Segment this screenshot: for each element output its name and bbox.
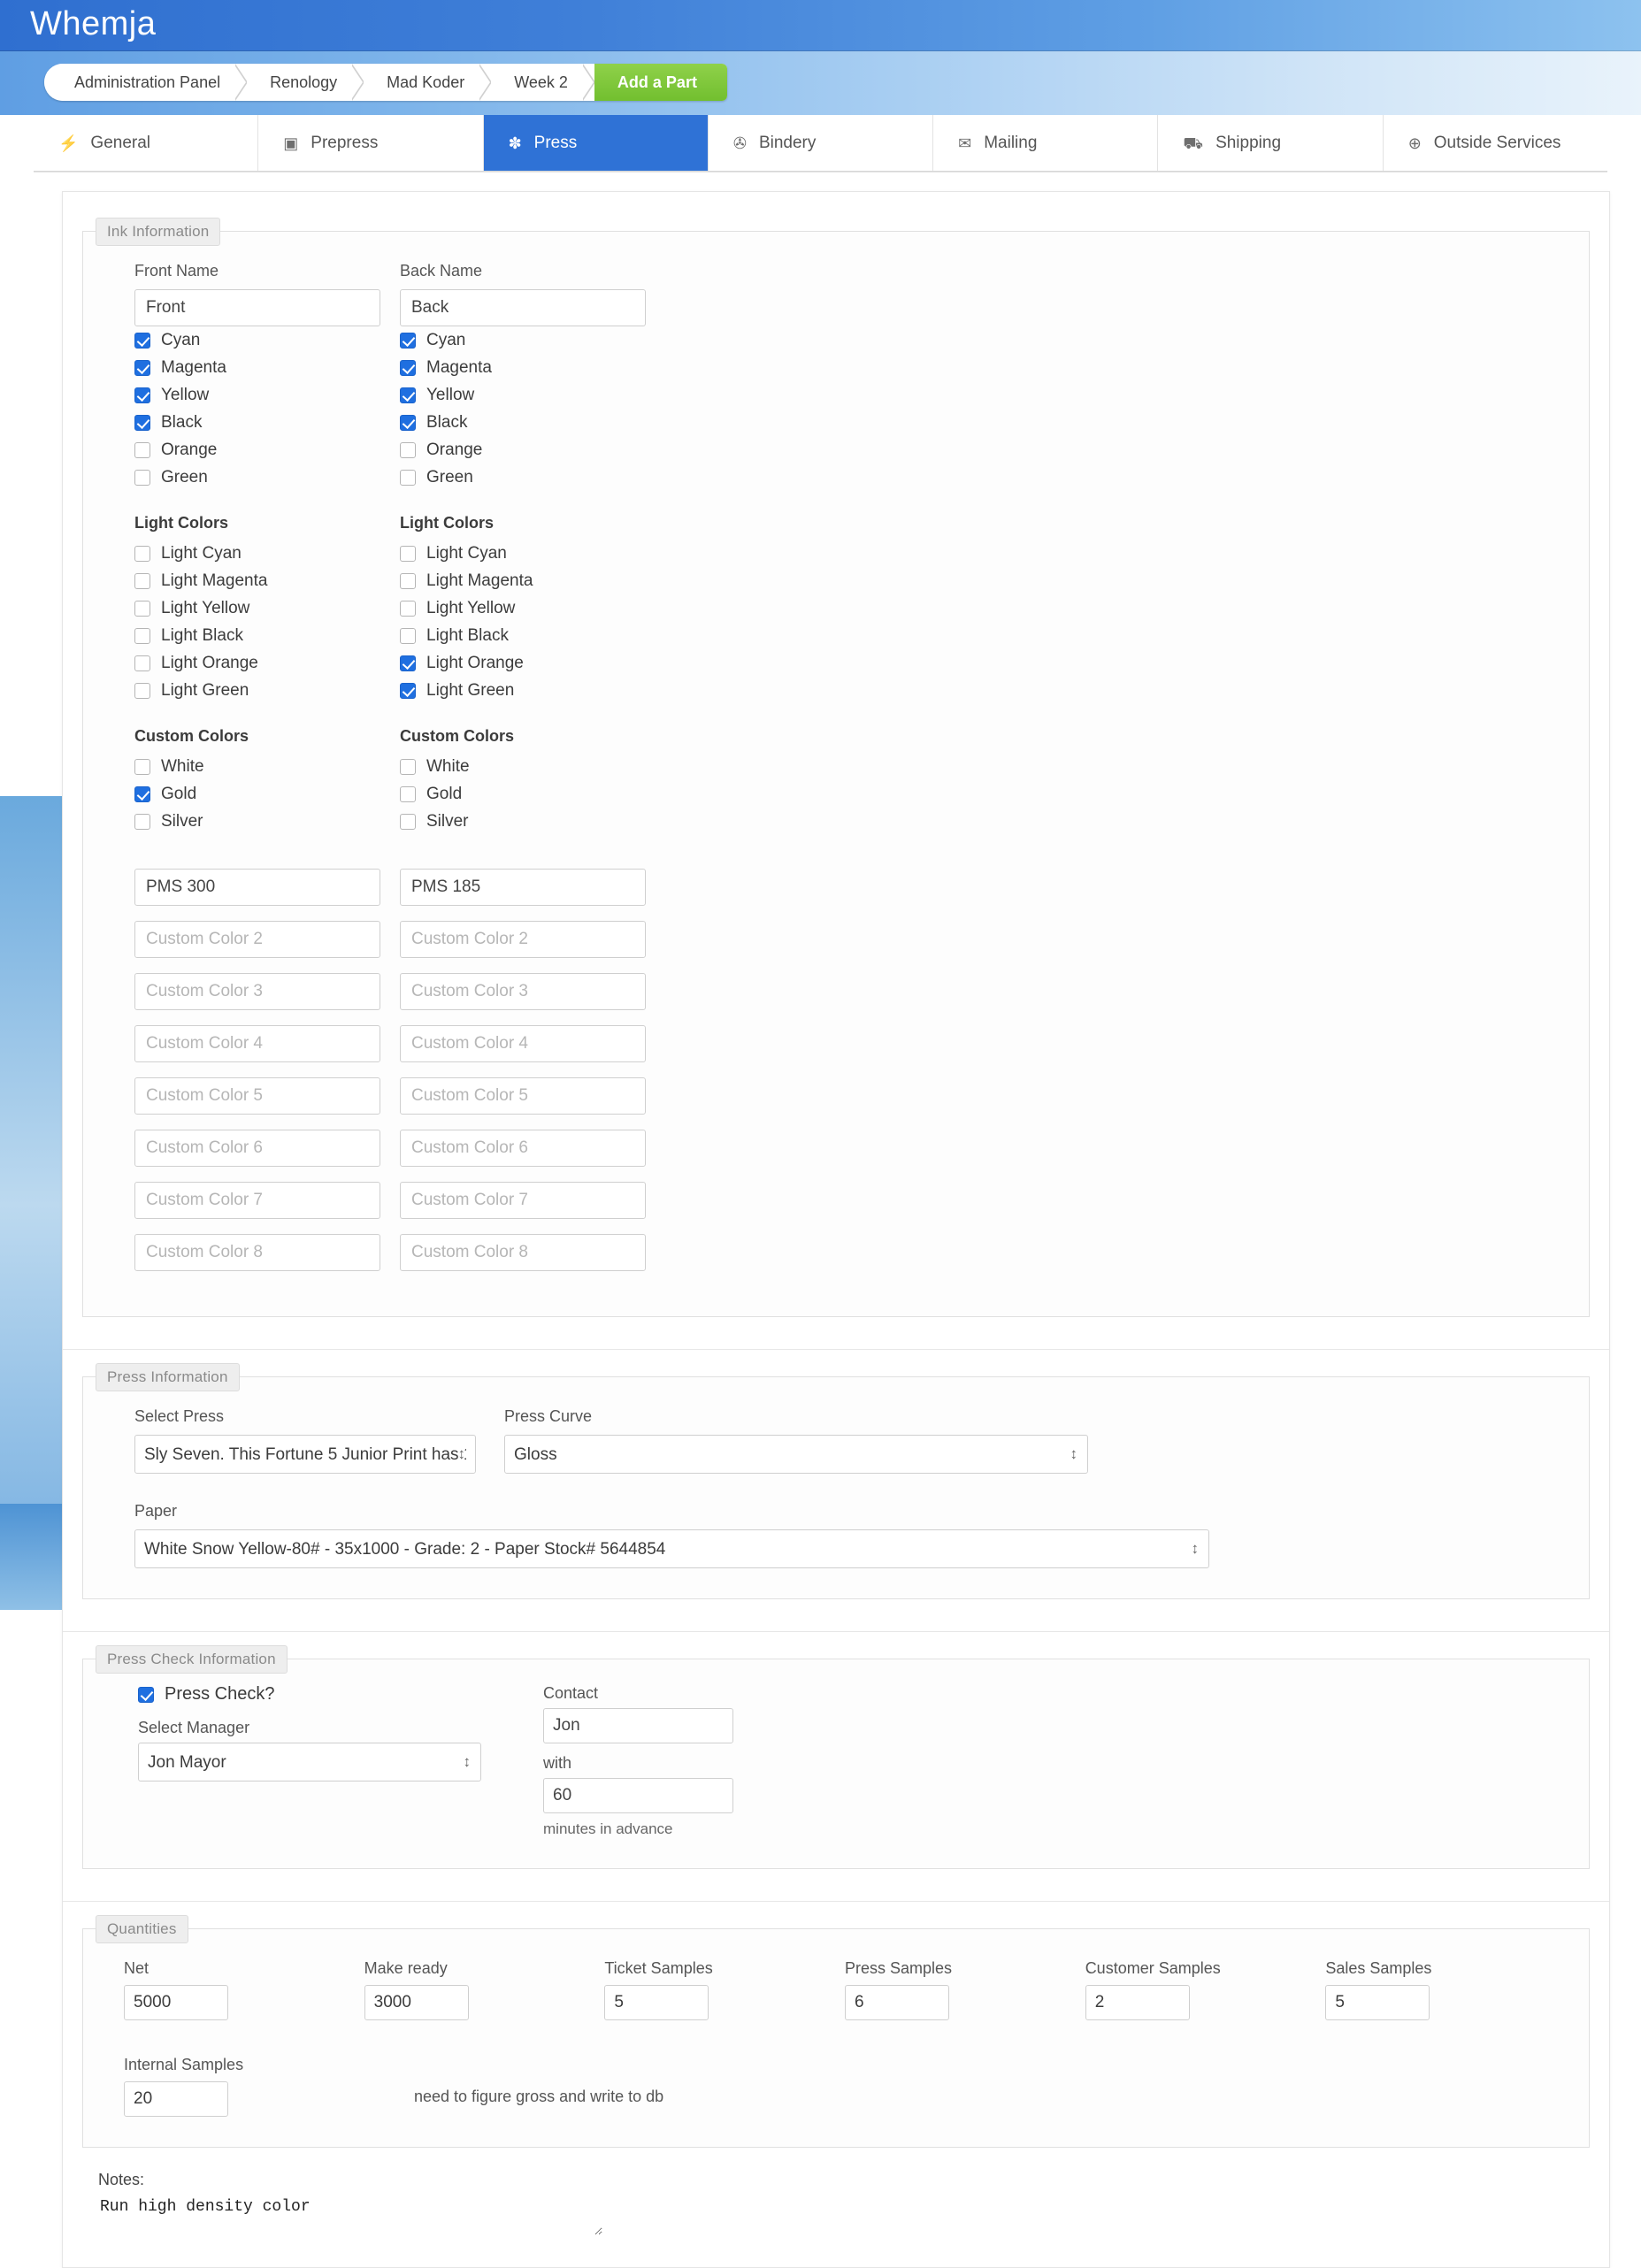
- front-gold-label: Gold: [161, 784, 197, 803]
- select-press-dropdown[interactable]: [134, 1435, 476, 1474]
- back-light-yellow-checkbox-box[interactable]: [400, 601, 416, 617]
- back-custom-color-fields: [400, 869, 665, 1271]
- back-silver-label: Silver: [426, 811, 469, 831]
- internal-samples-label: Internal Samples: [124, 2056, 244, 2073]
- ink-information-legend: Ink Information: [96, 218, 220, 246]
- front-light-green-checkbox-box[interactable]: [134, 683, 150, 699]
- back-custom-color-4-input[interactable]: [400, 1025, 646, 1062]
- front-green-checkbox-box[interactable]: [134, 470, 150, 486]
- press-curve-dropdown[interactable]: [504, 1435, 1088, 1474]
- customer-samples-label: Customer Samples: [1085, 1959, 1221, 1977]
- back-custom-color-4-row: [400, 1025, 665, 1062]
- tab-outside-services[interactable]: [1384, 115, 1607, 171]
- customer-samples-field: [1085, 1954, 1326, 2020]
- tab-label: Press: [533, 133, 578, 152]
- paper-label: Paper: [134, 1502, 178, 1520]
- front-gold-checkbox-box[interactable]: [134, 786, 150, 802]
- front-custom-color-1-row: [134, 869, 400, 906]
- front-custom-color-fields: [134, 869, 400, 1271]
- front-custom-color-4-row: [134, 1025, 400, 1062]
- press-samples-label: Press Samples: [845, 1959, 953, 1977]
- front-yellow-label: Yellow: [161, 385, 210, 404]
- front-orange-label: Orange: [161, 440, 218, 459]
- breadcrumb-item-label: Add a Part: [617, 73, 697, 91]
- front-silver-label: Silver: [161, 811, 203, 831]
- back-custom-color-1-row: [400, 869, 665, 906]
- front-custom-color-5-input[interactable]: [134, 1077, 380, 1115]
- breadcrumb-item-2[interactable]: [247, 64, 364, 101]
- front-custom-list: [134, 753, 400, 835]
- press-check-checkbox-box[interactable]: [138, 1687, 154, 1703]
- back-green-label: Green: [426, 467, 473, 487]
- back-light-head: Light Colors: [400, 514, 494, 532]
- notes-label: Notes:: [98, 2171, 145, 2188]
- front-custom-color-8-row: [134, 1234, 400, 1271]
- back-gold-checkbox[interactable]: [400, 780, 665, 808]
- tab-prepress[interactable]: [258, 115, 483, 171]
- front-white-checkbox-box[interactable]: [134, 759, 150, 775]
- press-information-legend: Press Information: [96, 1363, 240, 1391]
- make-ready-input[interactable]: [364, 1985, 469, 2020]
- press-check-legend: Press Check Information: [96, 1645, 288, 1674]
- contact-input[interactable]: [543, 1708, 733, 1743]
- back-custom-color-7-input[interactable]: [400, 1182, 646, 1219]
- press-check-checkbox-label: Press Check?: [165, 1684, 275, 1704]
- press-samples-input[interactable]: [845, 1985, 949, 2020]
- press-samples-field: [845, 1954, 1085, 2020]
- front-name-input[interactable]: [134, 289, 380, 326]
- back-custom-color-6-input[interactable]: [400, 1130, 646, 1167]
- tab-label: General: [90, 133, 151, 152]
- front-light-magenta-checkbox[interactable]: [134, 567, 400, 594]
- make-ready-field: [364, 1954, 605, 2020]
- breadcrumb: [44, 64, 727, 101]
- breadcrumb-item-4[interactable]: [491, 64, 594, 101]
- front-light-head: Light Colors: [134, 514, 228, 532]
- book-icon: ✇: [732, 134, 747, 152]
- tab-bindery[interactable]: [709, 115, 933, 171]
- front-custom-color-4-input[interactable]: [134, 1025, 380, 1062]
- front-light-orange-checkbox[interactable]: [134, 649, 400, 677]
- back-cyan-checkbox-box[interactable]: [400, 333, 416, 349]
- front-light-black-label: Light Black: [161, 625, 243, 645]
- front-light-yellow-checkbox[interactable]: [134, 594, 400, 622]
- front-light-orange-label: Light Orange: [161, 653, 258, 672]
- front-light-green-label: Light Green: [161, 680, 249, 700]
- press-check-section: [82, 1651, 1590, 1869]
- front-silver-checkbox[interactable]: [134, 808, 400, 835]
- front-black-checkbox-box[interactable]: [134, 415, 150, 431]
- front-white-label: White: [161, 756, 204, 776]
- front-orange-checkbox[interactable]: [134, 436, 400, 464]
- front-light-magenta-checkbox-box[interactable]: [134, 573, 150, 589]
- breadcrumb-item-5[interactable]: [594, 64, 727, 101]
- back-green-checkbox[interactable]: [400, 464, 665, 491]
- press-curve-field: [504, 1402, 1088, 1474]
- back-light-orange-label: Light Orange: [426, 653, 524, 672]
- tab-label: Mailing: [984, 133, 1038, 152]
- back-light-orange-checkbox-box[interactable]: [400, 655, 416, 671]
- front-light-black-checkbox[interactable]: [134, 622, 400, 649]
- ink-information-section: [82, 223, 1590, 1317]
- breadcrumb-item-label: Mad Koder: [387, 73, 465, 91]
- main-panel: [62, 191, 1610, 2268]
- back-light-black-label: Light Black: [426, 625, 509, 645]
- back-light-green-checkbox-box[interactable]: [400, 683, 416, 699]
- back-custom-color-7-row: [400, 1182, 665, 1219]
- ticket-samples-field: [604, 1954, 845, 2020]
- back-orange-label: Orange: [426, 440, 483, 459]
- back-custom-list: [400, 753, 665, 835]
- front-light-cyan-checkbox-box[interactable]: [134, 546, 150, 562]
- front-custom-color-3-input[interactable]: [134, 973, 380, 1010]
- tab-label: Bindery: [758, 133, 817, 152]
- front-custom-color-8-input[interactable]: [134, 1234, 380, 1271]
- app-header: [0, 0, 1641, 51]
- front-yellow-checkbox[interactable]: [134, 381, 400, 409]
- back-magenta-checkbox-box[interactable]: [400, 360, 416, 376]
- tab-press[interactable]: [484, 115, 709, 171]
- back-light-cyan-checkbox-box[interactable]: [400, 546, 416, 562]
- back-cyan-checkbox[interactable]: [400, 326, 665, 354]
- front-light-cyan-checkbox[interactable]: [134, 540, 400, 567]
- divider-1: [63, 1349, 1609, 1350]
- front-silver-checkbox-box[interactable]: [134, 814, 150, 830]
- back-green-checkbox-box[interactable]: [400, 470, 416, 486]
- minutes-in-advance-input[interactable]: [543, 1778, 733, 1813]
- back-magenta-label: Magenta: [426, 357, 492, 377]
- front-custom-color-6-row: [134, 1130, 400, 1167]
- back-silver-checkbox-box[interactable]: [400, 814, 416, 830]
- front-gold-checkbox[interactable]: [134, 780, 400, 808]
- front-light-green-checkbox[interactable]: [134, 677, 400, 704]
- back-light-orange-checkbox[interactable]: [400, 649, 665, 677]
- front-custom-color-1-input[interactable]: [134, 869, 380, 906]
- sales-samples-input[interactable]: [1325, 1985, 1430, 2020]
- breadcrumb-item-1[interactable]: [44, 64, 247, 101]
- back-custom-color-3-input[interactable]: [400, 973, 646, 1010]
- front-custom-color-7-input[interactable]: [134, 1182, 380, 1219]
- front-light-cyan-label: Light Cyan: [161, 543, 242, 563]
- back-gold-checkbox-box[interactable]: [400, 786, 416, 802]
- globe-icon: ⊕: [1407, 134, 1422, 152]
- contact-label: Contact: [543, 1684, 599, 1702]
- tab-label: Outside Services: [1433, 133, 1561, 152]
- back-light-green-checkbox[interactable]: [400, 677, 665, 704]
- back-custom-color-8-input[interactable]: [400, 1234, 646, 1271]
- ticket-samples-input[interactable]: [604, 1985, 709, 2020]
- front-light-orange-checkbox-box[interactable]: [134, 655, 150, 671]
- front-yellow-checkbox-box[interactable]: [134, 387, 150, 403]
- front-white-checkbox[interactable]: [134, 753, 400, 780]
- front-name-label: Front Name: [134, 262, 219, 280]
- back-custom-color-5-input[interactable]: [400, 1077, 646, 1115]
- quantities-section: [82, 1920, 1590, 2148]
- back-light-magenta-checkbox-box[interactable]: [400, 573, 416, 589]
- quantities-row: [106, 1954, 1566, 2020]
- front-custom-color-6-input[interactable]: [134, 1130, 380, 1167]
- truck-icon: ⛟: [1183, 134, 1204, 152]
- tab-general[interactable]: [34, 115, 258, 171]
- back-light-magenta-checkbox[interactable]: [400, 567, 665, 594]
- customer-samples-input[interactable]: [1085, 1985, 1190, 2020]
- back-yellow-label: Yellow: [426, 385, 475, 404]
- front-magenta-checkbox[interactable]: [134, 354, 400, 381]
- sales-samples-field: [1325, 1954, 1566, 2020]
- front-light-black-checkbox-box[interactable]: [134, 628, 150, 644]
- back-ink-column: [400, 257, 665, 1286]
- select-manager-label: Select Manager: [138, 1719, 250, 1736]
- front-magenta-label: Magenta: [161, 357, 226, 377]
- back-orange-checkbox-box[interactable]: [400, 442, 416, 458]
- back-light-yellow-label: Light Yellow: [426, 598, 516, 617]
- tab-bar: [34, 115, 1607, 172]
- breadcrumb-item-3[interactable]: [364, 64, 491, 101]
- front-custom-head: Custom Colors: [134, 727, 249, 745]
- breadcrumb-item-label: Week 2: [514, 73, 568, 91]
- front-light-list: [134, 540, 400, 704]
- tab-shipping[interactable]: [1158, 115, 1383, 171]
- press-check-checkbox[interactable]: [138, 1684, 492, 1705]
- back-white-checkbox-box[interactable]: [400, 759, 416, 775]
- back-black-checkbox-box[interactable]: [400, 415, 416, 431]
- back-custom-color-2-row: [400, 921, 665, 958]
- back-name-input[interactable]: [400, 289, 646, 326]
- paper-dropdown[interactable]: [134, 1529, 1209, 1568]
- image-icon: ▣: [283, 134, 299, 152]
- tab-label: Prepress: [311, 133, 379, 152]
- front-cyan-checkbox-box[interactable]: [134, 333, 150, 349]
- back-custom-color-5-row: [400, 1077, 665, 1115]
- front-green-checkbox[interactable]: [134, 464, 400, 491]
- back-light-magenta-label: Light Magenta: [426, 571, 533, 590]
- quantities-legend: Quantities: [96, 1915, 188, 1943]
- front-color-list: [134, 326, 400, 491]
- gears-icon: ✽: [508, 134, 522, 152]
- breadcrumb-item-label: Administration Panel: [74, 73, 221, 91]
- back-orange-checkbox[interactable]: [400, 436, 665, 464]
- internal-samples-input[interactable]: [124, 2081, 228, 2117]
- front-cyan-checkbox[interactable]: [134, 326, 400, 354]
- divider-2: [63, 1631, 1609, 1632]
- front-custom-color-7-row: [134, 1182, 400, 1219]
- net-field: [124, 1954, 364, 2020]
- quantities-note: need to figure gross and write to db: [414, 2088, 664, 2105]
- back-black-checkbox[interactable]: [400, 409, 665, 436]
- select-press-label: Select Press: [134, 1407, 225, 1425]
- back-yellow-checkbox-box[interactable]: [400, 387, 416, 403]
- back-light-cyan-label: Light Cyan: [426, 543, 507, 563]
- back-custom-color-2-input[interactable]: [400, 921, 646, 958]
- divider-3: [63, 1901, 1609, 1902]
- front-custom-color-3-row: [134, 973, 400, 1010]
- back-light-cyan-checkbox[interactable]: [400, 540, 665, 567]
- front-light-yellow-label: Light Yellow: [161, 598, 250, 617]
- back-custom-color-3-row: [400, 973, 665, 1010]
- back-light-green-label: Light Green: [426, 680, 515, 700]
- front-light-magenta-label: Light Magenta: [161, 571, 268, 590]
- front-light-yellow-checkbox-box[interactable]: [134, 601, 150, 617]
- select-press-field: [134, 1402, 476, 1474]
- back-white-checkbox[interactable]: [400, 753, 665, 780]
- paper-field: [134, 1497, 1209, 1568]
- back-yellow-checkbox[interactable]: [400, 381, 665, 409]
- bolt-icon: ⚡: [58, 134, 79, 152]
- notes-section: [63, 2148, 1609, 2267]
- back-custom-color-6-row: [400, 1130, 665, 1167]
- front-custom-color-2-row: [134, 921, 400, 958]
- app-brand: Whemja: [30, 5, 157, 42]
- breadcrumb-item-label: Renology: [270, 73, 338, 91]
- back-silver-checkbox[interactable]: [400, 808, 665, 835]
- tab-label: Shipping: [1215, 133, 1282, 152]
- back-custom-color-8-row: [400, 1234, 665, 1271]
- back-light-yellow-checkbox[interactable]: [400, 594, 665, 622]
- back-white-label: White: [426, 756, 470, 776]
- press-information-section: [82, 1368, 1590, 1599]
- minutes-in-advance-note: minutes in advance: [543, 1820, 673, 1837]
- back-magenta-checkbox[interactable]: [400, 354, 665, 381]
- back-cyan-label: Cyan: [426, 330, 466, 349]
- internal-samples-field: [124, 2050, 370, 2117]
- tab-mailing[interactable]: [933, 115, 1158, 171]
- notes-textarea[interactable]: [98, 2196, 602, 2235]
- back-custom-head: Custom Colors: [400, 727, 515, 745]
- back-color-list: [400, 326, 665, 491]
- net-label: Net: [124, 1959, 150, 1977]
- back-name-label: Back Name: [400, 262, 483, 280]
- envelope-icon: ✉: [958, 134, 972, 152]
- press-curve-label: Press Curve: [504, 1407, 593, 1425]
- front-black-label: Black: [161, 412, 203, 432]
- front-custom-color-5-row: [134, 1077, 400, 1115]
- back-custom-color-1-input[interactable]: [400, 869, 646, 906]
- back-gold-label: Gold: [426, 784, 463, 803]
- ticket-samples-label: Ticket Samples: [604, 1959, 713, 1977]
- front-cyan-label: Cyan: [161, 330, 201, 349]
- front-custom-color-2-input[interactable]: [134, 921, 380, 958]
- select-manager-dropdown[interactable]: [138, 1743, 481, 1781]
- front-magenta-checkbox-box[interactable]: [134, 360, 150, 376]
- back-light-black-checkbox[interactable]: [400, 622, 665, 649]
- front-orange-checkbox-box[interactable]: [134, 442, 150, 458]
- back-light-black-checkbox-box[interactable]: [400, 628, 416, 644]
- front-black-checkbox[interactable]: [134, 409, 400, 436]
- make-ready-label: Make ready: [364, 1959, 448, 1977]
- back-black-label: Black: [426, 412, 468, 432]
- with-label: with: [543, 1754, 572, 1772]
- sales-samples-label: Sales Samples: [1325, 1959, 1432, 1977]
- front-ink-column: [134, 257, 400, 1286]
- back-light-list: [400, 540, 665, 704]
- breadcrumb-band: [0, 51, 1641, 115]
- net-input[interactable]: [124, 1985, 228, 2020]
- front-green-label: Green: [161, 467, 208, 487]
